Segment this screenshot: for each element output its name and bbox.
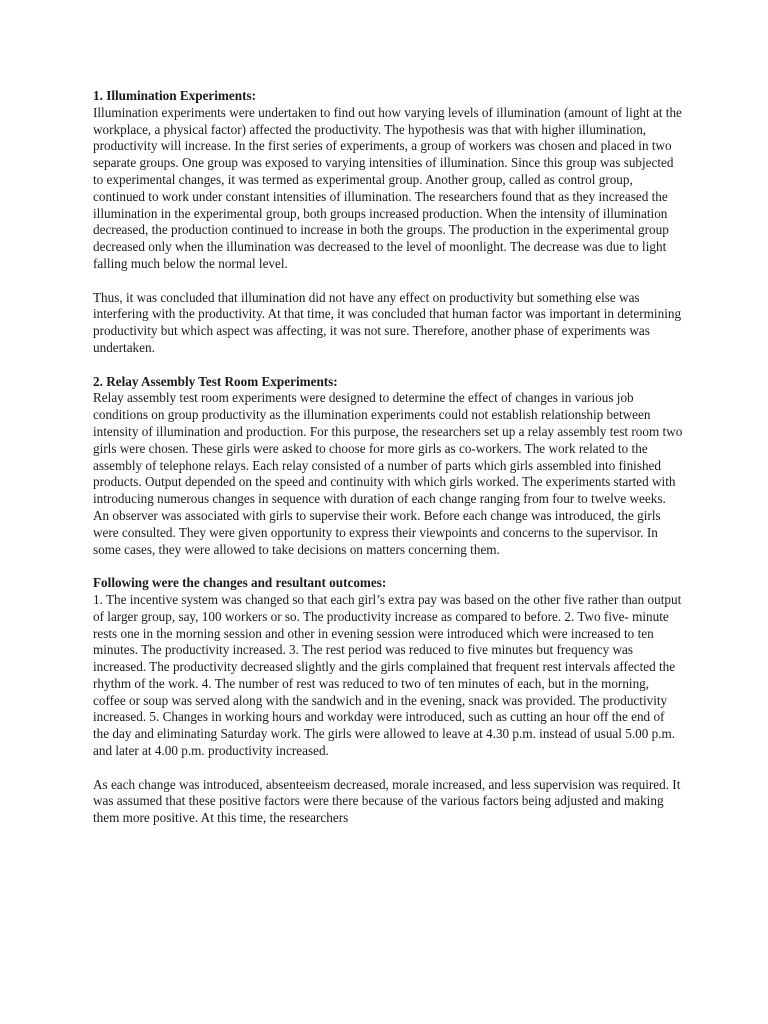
paragraph-gap (93, 558, 683, 575)
section-heading-illumination: 1. Illumination Experiments: (93, 88, 257, 103)
section-heading-changes-outcomes: Following were the changes and resultant outcomes: (93, 575, 387, 591)
paragraph-illumination-intro: Illumination experiments were undertaken to find out how varying levels of illumination (amount of light at the workplace, a physical factor) affected the productivity. The hypothesis was that with higher illumination, productivity will increase. In the first series of experiments, a group of workers was chosen and placed in two separate groups. One group was exposed to varying intensities of illumination. Since this group was subjected to experimental changes, it was termed as experimental group. Another group, called as control group, continued to work under constant intensities of illumination. The researchers found that as they increased the illumination in the experimental group, both groups increased production. When the intensity of illumination decreased, the production continued to increase in both the groups. The production in the experimental group decreased only when the illumination was decreased to the level of moonlight. The decrease was due to light falling much below the normal level. (93, 104, 682, 271)
section-heading-relay-assembly: 2. Relay Assembly Test Room Experiments: (93, 373, 338, 389)
paragraph-illumination-conclusion: Thus, it was concluded that illumination did not have any effect on productivity but something else was interfering with the productivity. At that time, it was concluded that human factor was important in determining productivity but which aspect was affecting, it was not sure. Therefore, another phase of experiments was undertaken. (93, 289, 682, 355)
paragraph-absenteeism: As each change was introduced, absenteeism decreased, morale increased, and less supervision was required. It was assumed that these positive factors were there because of the various factors being adjusted and making them more positive. At this time, the researchers (93, 776, 681, 826)
paragraph-changes-list: 1. The incentive system was changed so that each girl’s extra pay was based on the other five rather than output of larger group, say, 100 workers or so. The productivity increase as compared to before. 2. Two five- minute rests one in the morning session and other in evening session were introduced which were increased to ten minutes. The productivity increased. 3. The rest period was reduced to five minutes but frequency was increased. The productivity decreased slightly and the girls complained that frequent rest intervals affected the rhythm of the work. 4. The number of rest was reduced to two of ten minutes of each, but in the morning, coffee or soup was served along with the sandwich and in the evening, snack was provided. The productivity increased. 5. Changes in working hours and workday were introduced, such as cutting an hour off the end of the day and eliminating Saturday work. The girls were allowed to leave at 4.30 p.m. instead of usual 5.00 p.m. and later at 4.00 p.m. productivity increased. (93, 591, 682, 759)
paragraph-gap (93, 760, 683, 777)
paragraph-gap (93, 357, 683, 374)
document-page (93, 88, 683, 827)
paragraph-relay-assembly: Relay assembly test room experiments were designed to determine the effect of changes in various job conditions on group productivity as the illumination experiments could not establish relationship between intensity of illumination and production. For this purpose, the researchers set up a relay assembly test room two girls were chosen. These girls were asked to choose for more girls as co-workers. The work related to the assembly of telephone relays. Each relay consisted of a number of parts which girls assembled into finished products. Output depended on the speed and continuity with which girls worked. The experiments started with introducing numerous changes in sequence with duration of each change ranging from four to twelve weeks. An observer was associated with girls to supervise their work. Before each change was introduced, the girls were consulted. They were given opportunity to express their viewpoints and concerns to the supervisor. In some cases, they were allowed to take decisions on matters concerning them. (93, 390, 683, 557)
paragraph-gap (93, 273, 683, 290)
